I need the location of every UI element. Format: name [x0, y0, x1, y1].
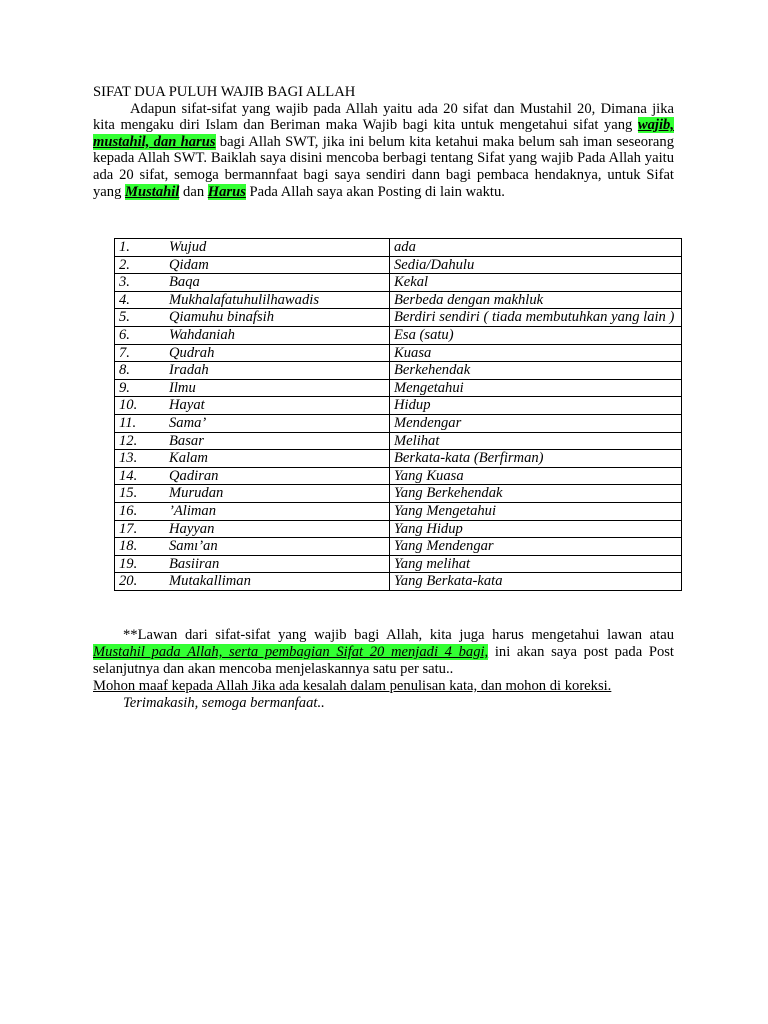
- sifat-name: Baqa: [165, 274, 390, 292]
- sifat-meaning: Berbeda dengan makhluk: [390, 291, 682, 309]
- closing-paragraph: [93, 627, 674, 678]
- intro-text-2: bagi Allah SWT, jika ini belum kita ketahui maka belum sah iman seseorang kepada Allah SWT. Baiklah saya disini mencoba berbagi tentang Sifat yang wajib Pada Allah yaitu ada 20 sifat, semoga bermannfaat bagi saya sendiri dann bagi pembaca hendaknya, untuk Sifat yang: [93, 133, 674, 200]
- sifat-meaning: Yang Berkehendak: [390, 485, 682, 503]
- highlight-wajib-mustahil-harus: wajib, mustahil, dan harus: [93, 117, 674, 150]
- row-number: 10.: [115, 397, 166, 415]
- closing-section: [93, 627, 674, 712]
- sifat-name: Qidam: [165, 256, 390, 274]
- sifat-name: Basar: [165, 432, 390, 450]
- sifat-name: Wahdaniah: [165, 326, 390, 344]
- row-number: 8.: [115, 362, 166, 380]
- table-row: [115, 450, 682, 468]
- page-title: SIFAT DUA PULUH WAJIB BAGI ALLAH: [93, 84, 356, 100]
- row-number: 4.: [115, 291, 166, 309]
- table-row: [115, 239, 682, 257]
- sifat-meaning: Yang Hidup: [390, 520, 682, 538]
- table-row: [115, 256, 682, 274]
- table-row: [115, 274, 682, 292]
- sifat-meaning: Mengetahui: [390, 379, 682, 397]
- sifat-name: Hayat: [165, 397, 390, 415]
- sifat-name: Qudrah: [165, 344, 390, 362]
- sifat-name: Kalam: [165, 450, 390, 468]
- intro-text-1: Adapun sifat-sifat yang wajib pada Allah yaitu ada 20 sifat dan Mustahil 20, Dimana jika kita mengaku diri Islam dan Beriman maka Wajib bagi kita untuk mengetahui sifat yang: [93, 100, 674, 134]
- row-number: 20.: [115, 573, 166, 591]
- table-row: [115, 397, 682, 415]
- row-number: 12.: [115, 432, 166, 450]
- sifat-meaning: Esa (satu): [390, 326, 682, 344]
- sifat-meaning: Hidup: [390, 397, 682, 415]
- row-number: 3.: [115, 274, 166, 292]
- table-row: [115, 326, 682, 344]
- row-number: 7.: [115, 344, 166, 362]
- sifat-name: ’Aliman: [165, 502, 390, 520]
- row-number: 14.: [115, 467, 166, 485]
- sifat-name: Qiamuhu binafsih: [165, 309, 390, 327]
- sifat-name: Mutakalliman: [165, 573, 390, 591]
- row-number: 13.: [115, 450, 166, 468]
- sifat-meaning: Berkata-kata (Berfirman): [390, 450, 682, 468]
- row-number: 9.: [115, 379, 166, 397]
- sifat-meaning: Melihat: [390, 432, 682, 450]
- sifat-meaning: Berdiri sendiri ( tiada membutuhkan yang lain ): [390, 309, 682, 327]
- table-row: [115, 432, 682, 450]
- table-row: [115, 379, 682, 397]
- row-number: 1.: [115, 239, 166, 257]
- table-row: [115, 309, 682, 327]
- table-row: [115, 538, 682, 556]
- highlight-mustahil: Mustahil: [125, 183, 180, 200]
- sifat-meaning: Mendengar: [390, 414, 682, 432]
- row-number: 2.: [115, 256, 166, 274]
- row-number: 18.: [115, 538, 166, 556]
- closing-text-2: ini akan saya post pada Post selanjutnya dan akan mencoba menjelaskannya satu per satu..: [93, 644, 674, 677]
- intro-text-4: Pada Allah saya akan Posting di lain waktu.: [245, 183, 505, 200]
- row-number: 6.: [115, 326, 166, 344]
- table-row: [115, 555, 682, 573]
- table-row: [115, 502, 682, 520]
- sifat-name: Basiiran: [165, 555, 390, 573]
- table-row: [115, 573, 682, 591]
- sifat-name: Hayyan: [165, 520, 390, 538]
- sifat-meaning: Sedia/Dahulu: [390, 256, 682, 274]
- sifat-table: [114, 238, 682, 591]
- thanks-line: Terimakasih, semoga bermanfaat..: [123, 695, 325, 711]
- intro-text-3: dan: [179, 183, 208, 200]
- sifat-meaning: Berkehendak: [390, 362, 682, 380]
- table-row: [115, 467, 682, 485]
- table-row: [115, 414, 682, 432]
- table-row: [115, 344, 682, 362]
- row-number: 15.: [115, 485, 166, 503]
- row-number: 19.: [115, 555, 166, 573]
- sifat-name: Ilmu: [165, 379, 390, 397]
- sifat-meaning: Yang Kuasa: [390, 467, 682, 485]
- row-number: 16.: [115, 502, 166, 520]
- sifat-name: Qadiran: [165, 467, 390, 485]
- intro-paragraph: [93, 101, 674, 201]
- apology-line: Mohon maaf kepada Allah Jika ada kesalah dalam penulisan kata, dan mohon di koreksi.: [93, 678, 612, 694]
- row-number: 5.: [115, 309, 166, 327]
- highlight-mustahil-pembagian: Mustahil pada Allah, serta pembagian Sifat 20 menjadi 4 bagi,: [93, 644, 489, 660]
- table-row: [115, 485, 682, 503]
- sifat-name: Sama’: [165, 414, 390, 432]
- table-row: [115, 362, 682, 380]
- table-row: [115, 520, 682, 538]
- table-row: [115, 291, 682, 309]
- sifat-meaning: Yang Mendengar: [390, 538, 682, 556]
- highlight-harus: Harus: [207, 183, 246, 200]
- intro-section: [93, 84, 674, 200]
- row-number: 11.: [115, 414, 166, 432]
- sifat-name: Mukhalafatuhulilhawadis: [165, 291, 390, 309]
- sifat-meaning: ada: [390, 239, 682, 257]
- sifat-meaning: Kekal: [390, 274, 682, 292]
- row-number: 17.: [115, 520, 166, 538]
- sifat-name: Samı’an: [165, 538, 390, 556]
- sifat-table-body: [115, 239, 682, 591]
- sifat-name: Iradah: [165, 362, 390, 380]
- sifat-meaning: Kuasa: [390, 344, 682, 362]
- sifat-meaning: Yang melihat: [390, 555, 682, 573]
- sifat-name: Murudan: [165, 485, 390, 503]
- sifat-meaning: Yang Mengetahui: [390, 502, 682, 520]
- sifat-name: Wujud: [165, 239, 390, 257]
- sifat-meaning: Yang Berkata-kata: [390, 573, 682, 591]
- closing-text-1: **Lawan dari sifat-sifat yang wajib bagi Allah, kita juga harus mengetahui lawan atau: [123, 627, 674, 643]
